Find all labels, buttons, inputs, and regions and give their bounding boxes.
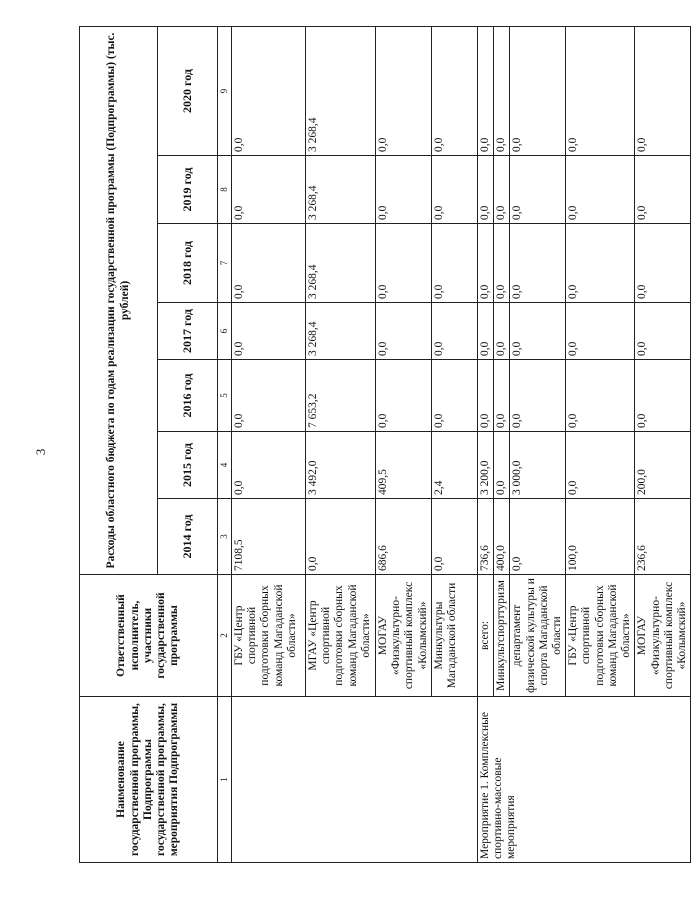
value-cell: 0,0 [376, 26, 432, 155]
year-2015-header: 2015 год [158, 432, 218, 499]
value-cell: 3 268,4 [306, 224, 376, 303]
rotated-table-container [79, 27, 688, 863]
value-cell: 0,0 [635, 303, 691, 360]
year-2014-header: 2014 год [158, 499, 218, 575]
value-cell: 0,0 [431, 303, 477, 360]
value-cell: 0,0 [635, 224, 691, 303]
value-cell: 409,5 [376, 432, 432, 499]
value-cell: 736,6 [477, 499, 493, 575]
column-index: 7 [218, 224, 232, 303]
value-cell: 0,0 [431, 499, 477, 575]
value-cell: 0,0 [566, 360, 635, 432]
value-cell: 686,6 [376, 499, 432, 575]
table-row [232, 26, 306, 862]
value-cell: 0,0 [566, 303, 635, 360]
total-label-cell: всего: [477, 575, 493, 697]
column-index: 5 [218, 360, 232, 432]
budget-header: Расходы областного бюджета по годам реализации государственной программы (Подпрограммы) (тыс. рублей) [80, 26, 158, 574]
value-cell: 3 268,4 [306, 156, 376, 224]
value-cell: 0,0 [232, 432, 306, 499]
value-cell: 0,0 [431, 224, 477, 303]
value-cell: 100,0 [566, 499, 635, 575]
year-2019-header: 2019 год [158, 156, 218, 224]
value-cell: 0,0 [494, 360, 510, 432]
value-cell: 0,0 [232, 360, 306, 432]
value-cell: 0,0 [232, 224, 306, 303]
column-index: 8 [218, 156, 232, 224]
value-cell: 0,0 [232, 26, 306, 155]
value-cell: 0,0 [510, 26, 566, 155]
value-cell: 0,0 [477, 26, 493, 155]
value-cell: 0,0 [477, 303, 493, 360]
value-cell: 0,0 [431, 360, 477, 432]
value-cell: 0,0 [510, 224, 566, 303]
value-cell: 0,0 [635, 360, 691, 432]
value-cell: 0,0 [635, 156, 691, 224]
col-name-header: Наименование государственной программы, Подпрограммы государственной программы, мероприятия Подпрограммы [80, 697, 218, 863]
program-name-cell [232, 697, 478, 863]
value-cell: 0,0 [510, 156, 566, 224]
value-cell: 0,0 [431, 156, 477, 224]
value-cell: 0,0 [494, 303, 510, 360]
year-2016-header: 2016 год [158, 360, 218, 432]
column-index: 4 [218, 432, 232, 499]
value-cell: 3 268,4 [306, 26, 376, 155]
value-cell: 0,0 [510, 360, 566, 432]
value-cell: 0,0 [477, 360, 493, 432]
value-cell: 0,0 [510, 303, 566, 360]
column-index: 6 [218, 303, 232, 360]
value-cell: 0,0 [477, 224, 493, 303]
executor-cell: ГБУ «Центр спортивной подготовки сборных команд Магаданской области» [566, 575, 635, 697]
header-row-1 [80, 26, 158, 862]
executor-cell: МОГАУ «Физкультурно-спортивный комплекс «Колымский» [635, 575, 691, 697]
page-number: 3 [33, 448, 48, 456]
year-2020-header: 2020 год [158, 26, 218, 155]
value-cell: 0,0 [566, 26, 635, 155]
value-cell: 0,0 [494, 156, 510, 224]
value-cell: 0,0 [232, 303, 306, 360]
value-cell: 0,0 [376, 224, 432, 303]
budget-table [79, 26, 691, 863]
value-cell: 3 268,4 [306, 303, 376, 360]
value-cell: 3 492,0 [306, 432, 376, 499]
table-row-total [477, 26, 493, 862]
value-cell: 0,0 [566, 156, 635, 224]
col-executor-header: Ответственный исполнитель, участники государственной программы [80, 575, 218, 697]
value-cell: 0,0 [376, 303, 432, 360]
value-cell: 0,0 [431, 26, 477, 155]
column-index: 1 [218, 697, 232, 863]
executor-cell: МГАУ «Центр спортивной подготовки сборных команд Магаданской области» [306, 575, 376, 697]
executor-cell: департамент физической культуры и спорта Магаданской области [510, 575, 566, 697]
value-cell: 2,4 [431, 432, 477, 499]
column-index-row [218, 26, 232, 862]
value-cell: 236,6 [635, 499, 691, 575]
column-index: 3 [218, 499, 232, 575]
value-cell: 3 000,0 [510, 432, 566, 499]
value-cell: 0,0 [566, 432, 635, 499]
executor-cell: Минкультспорттуризм [494, 575, 510, 697]
executor-cell: ГБУ «Центр спортивной подготовки сборных команд Магаданской области» [232, 575, 306, 697]
year-2017-header: 2017 год [158, 303, 218, 360]
value-cell: 0,0 [566, 224, 635, 303]
activity-name-cell: Мероприятие 1. Комплексные спортивно-массовые мероприятия [477, 697, 690, 863]
value-cell: 400,0 [494, 499, 510, 575]
column-index: 9 [218, 26, 232, 155]
executor-cell: Минкультуры Магаданской области [431, 575, 477, 697]
value-cell: 0,0 [494, 432, 510, 499]
value-cell: 0,0 [494, 26, 510, 155]
executor-cell: МОГАУ «Физкультурно-спортивный комплекс «Колымский» [376, 575, 432, 697]
value-cell: 0,0 [376, 360, 432, 432]
column-index: 2 [218, 575, 232, 697]
year-2018-header: 2018 год [158, 224, 218, 303]
value-cell: 0,0 [376, 156, 432, 224]
value-cell: 0,0 [510, 499, 566, 575]
value-cell: 7108,5 [232, 499, 306, 575]
value-cell: 0,0 [494, 224, 510, 303]
value-cell: 3 200,0 [477, 432, 493, 499]
value-cell: 0,0 [306, 499, 376, 575]
value-cell: 0,0 [232, 156, 306, 224]
value-cell: 0,0 [635, 26, 691, 155]
value-cell: 0,0 [477, 156, 493, 224]
value-cell: 200,0 [635, 432, 691, 499]
value-cell: 7 653,2 [306, 360, 376, 432]
